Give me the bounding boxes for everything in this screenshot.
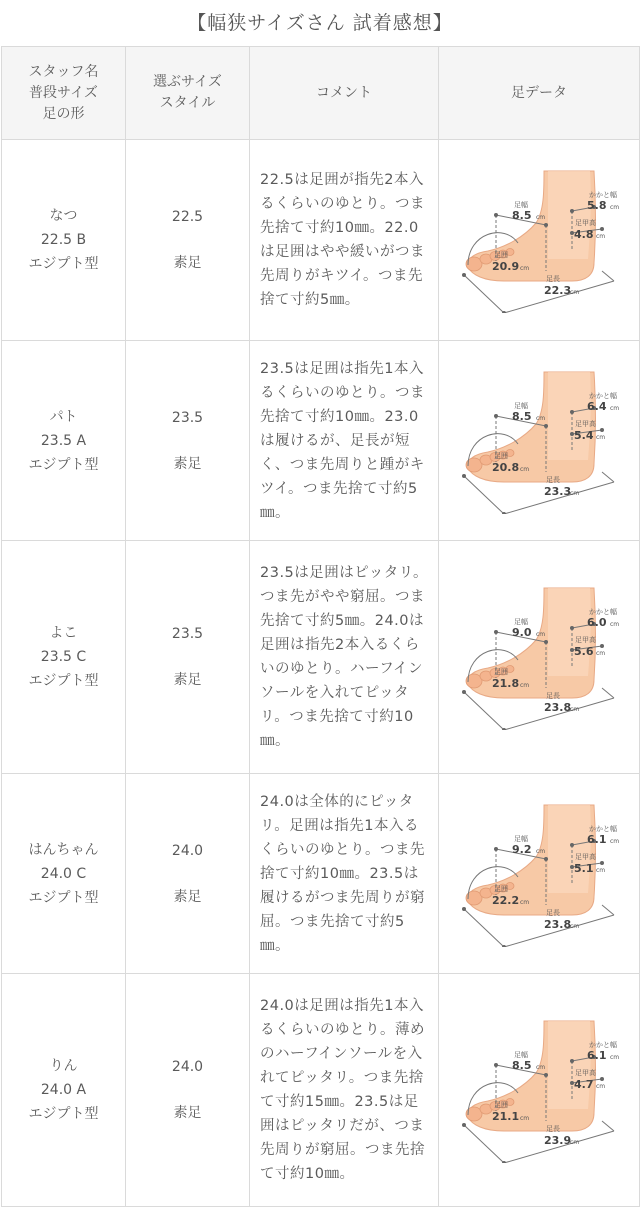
foot-diagram — [444, 797, 634, 947]
foot-data-cell — [439, 774, 640, 974]
foot-instep-value: 5.4 — [574, 428, 594, 442]
fitting-table — [1, 46, 640, 1207]
foot-heel-label: かかと幅 — [589, 608, 617, 616]
foot-heel-unit: cm — [610, 204, 620, 211]
foot-data-cell — [439, 140, 640, 341]
size-style-cell — [126, 140, 250, 341]
foot-girth-label: 足囲 — [494, 1101, 508, 1109]
foot-diagram — [444, 364, 634, 514]
foot-heel-label: かかと幅 — [589, 1041, 617, 1049]
table-row — [2, 774, 640, 974]
foot-length-label: 足長 — [546, 692, 560, 700]
foot-girth-unit: cm — [520, 682, 530, 689]
comment-cell: 23.5は足囲はピッタリ。つま先がやや窮屈。つま先捨て寸約5㎜。24.0は足囲は指先2本入るくらいのゆとり。ハーフインソールを入れてピッタリ。つま先捨て寸約10㎜。 — [250, 541, 439, 774]
foot-length-value: 23.8 — [544, 701, 572, 714]
foot-instep-label: 足甲高 — [575, 852, 596, 861]
wear-style: 素足 — [173, 455, 202, 472]
foot-data-cell — [439, 341, 640, 541]
foot-heel-label: かかと幅 — [589, 824, 617, 833]
table-header-row — [2, 47, 640, 140]
size-style-cell — [126, 974, 250, 1207]
wear-style: 素足 — [173, 888, 202, 905]
staff-cell: りん 24.0 A エジプト型 — [2, 974, 126, 1207]
foot-heel-value: 6.0 — [587, 616, 607, 629]
foot-data-cell — [439, 974, 640, 1207]
foot-length-unit: cm — [570, 1139, 580, 1146]
foot-girth-unit: cm — [520, 898, 530, 906]
foot-instep-unit: cm — [596, 866, 606, 874]
foot-heel-value: 6.1 — [587, 1049, 607, 1062]
foot-length-label: 足長 — [546, 1125, 560, 1133]
foot-instep-value: 4.7 — [574, 1078, 594, 1091]
foot-girth-unit: cm — [520, 465, 530, 473]
header-style: 選ぶサイズ スタイル — [126, 47, 250, 140]
foot-data-cell — [439, 541, 640, 774]
foot-girth-value: 21.1 — [492, 1110, 520, 1123]
comment-cell: 24.0は足囲は指先1本入るくらいのゆとり。薄めのハーフインソールを入れてピッタリ。つま先捨て寸約15㎜。23.5は足囲はピッタリだが、つま先周りが窮屈。つま先捨て寸約10㎜。 — [250, 974, 439, 1207]
foot-heel-unit: cm — [610, 837, 620, 845]
wear-style: 素足 — [173, 672, 202, 688]
foot-width-label: 足幅 — [514, 201, 528, 209]
comment-cell: 24.0は全体的にピッタリ。足囲は指先1本入るくらいのゆとり。つま先捨て寸約10㎜。23.5は履けるがつま先周りが窮屈。つま先捨て寸約5㎜。 — [250, 774, 439, 974]
comment-cell: 23.5は足囲は指先1本入るくらいのゆとり。つま先捨て寸約10㎜。23.0は履けるが、足長が短く、つま先周りと踵がキツイ。つま先捨て寸約5㎜。 — [250, 341, 439, 541]
foot-heel-value: 6.4 — [587, 399, 607, 413]
foot-length-unit: cm — [570, 922, 580, 930]
foot-heel-value: 5.8 — [587, 199, 607, 212]
page-title: 【幅狭サイズさん 試着感想】 — [187, 12, 453, 34]
foot-length-value: 22.3 — [544, 284, 572, 297]
foot-width-unit: cm — [536, 847, 546, 855]
foot-width-value: 8.5 — [512, 409, 532, 423]
foot-length-unit: cm — [570, 289, 580, 296]
foot-girth-value: 21.8 — [492, 677, 520, 690]
table-row — [2, 974, 640, 1207]
foot-length-value: 23.9 — [544, 1134, 572, 1147]
comment-cell: 22.5は足囲が指先2本入るくらいのゆとり。つま先捨て寸約10㎜。22.0は足囲はやや緩いがつま先周りがキツイ。つま先捨て寸約5㎜。 — [250, 140, 439, 341]
foot-girth-label: 足囲 — [494, 884, 508, 893]
foot-width-value: 9.2 — [512, 842, 532, 856]
table-row — [2, 541, 640, 774]
staff-cell: パト 23.5 A エジプト型 — [2, 341, 126, 541]
header-comment: コメント — [250, 47, 439, 140]
chosen-size: 24.0 — [171, 842, 204, 859]
foot-instep-unit: cm — [596, 1083, 606, 1090]
foot-diagram — [444, 1013, 634, 1163]
foot-instep-unit: cm — [596, 650, 606, 657]
foot-length-label: 足長 — [546, 908, 560, 917]
wear-style: 素足 — [173, 1105, 202, 1121]
foot-width-value: 8.5 — [512, 1059, 532, 1072]
foot-girth-unit: cm — [520, 1115, 530, 1122]
foot-heel-unit: cm — [610, 404, 620, 412]
foot-heel-unit: cm — [610, 1054, 620, 1061]
foot-length-unit: cm — [570, 489, 580, 497]
foot-instep-label: 足甲高 — [575, 1069, 596, 1077]
table-row — [2, 341, 640, 541]
foot-instep-label: 足甲高 — [575, 219, 596, 227]
foot-heel-label: かかと幅 — [589, 391, 617, 400]
chosen-size: 23.5 — [171, 409, 204, 426]
foot-instep-value: 4.8 — [574, 228, 594, 241]
header-staff: スタッフ名 普段サイズ 足の形 — [2, 47, 126, 140]
foot-width-value: 9.0 — [512, 626, 532, 639]
staff-cell: なつ 22.5 B エジプト型 — [2, 140, 126, 341]
foot-heel-unit: cm — [610, 621, 620, 628]
foot-width-unit: cm — [536, 631, 546, 638]
foot-girth-label: 足囲 — [494, 251, 508, 259]
foot-girth-label: 足囲 — [494, 668, 508, 676]
foot-girth-value: 22.2 — [492, 893, 520, 907]
foot-width-unit: cm — [536, 214, 546, 221]
foot-length-label: 足長 — [546, 275, 560, 283]
chosen-size: 22.5 — [171, 209, 204, 225]
foot-instep-label: 足甲高 — [575, 636, 596, 644]
foot-length-label: 足長 — [546, 475, 560, 484]
foot-instep-label: 足甲高 — [575, 419, 596, 428]
foot-width-unit: cm — [536, 414, 546, 422]
foot-instep-unit: cm — [596, 433, 606, 441]
foot-diagram — [444, 580, 634, 730]
foot-width-label: 足幅 — [514, 401, 528, 410]
foot-girth-unit: cm — [520, 265, 530, 272]
staff-cell: はんちゃん 24.0 C エジプト型 — [2, 774, 126, 974]
foot-width-value: 8.5 — [512, 209, 532, 222]
size-style-cell — [126, 774, 250, 974]
foot-width-unit: cm — [536, 1064, 546, 1071]
foot-length-unit: cm — [570, 706, 580, 713]
chosen-size: 23.5 — [171, 626, 204, 642]
foot-girth-value: 20.8 — [492, 460, 520, 474]
foot-girth-value: 20.9 — [492, 260, 520, 273]
foot-width-label: 足幅 — [514, 834, 528, 843]
foot-instep-value: 5.6 — [574, 645, 594, 658]
foot-diagram — [444, 163, 634, 313]
table-row — [2, 140, 640, 341]
header-foot-data: 足データ — [439, 47, 640, 140]
foot-length-value: 23.3 — [544, 484, 572, 498]
foot-instep-unit: cm — [596, 233, 606, 240]
foot-heel-value: 6.1 — [587, 832, 607, 846]
foot-girth-label: 足囲 — [494, 451, 508, 460]
wear-style: 素足 — [173, 255, 202, 271]
foot-heel-label: かかと幅 — [589, 191, 617, 199]
foot-length-value: 23.8 — [544, 917, 572, 931]
size-style-cell — [126, 541, 250, 774]
foot-instep-value: 5.1 — [574, 861, 594, 875]
staff-cell: よこ 23.5 C エジプト型 — [2, 541, 126, 774]
chosen-size: 24.0 — [171, 1059, 204, 1075]
foot-width-label: 足幅 — [514, 618, 528, 626]
size-style-cell — [126, 341, 250, 541]
foot-width-label: 足幅 — [514, 1051, 528, 1059]
